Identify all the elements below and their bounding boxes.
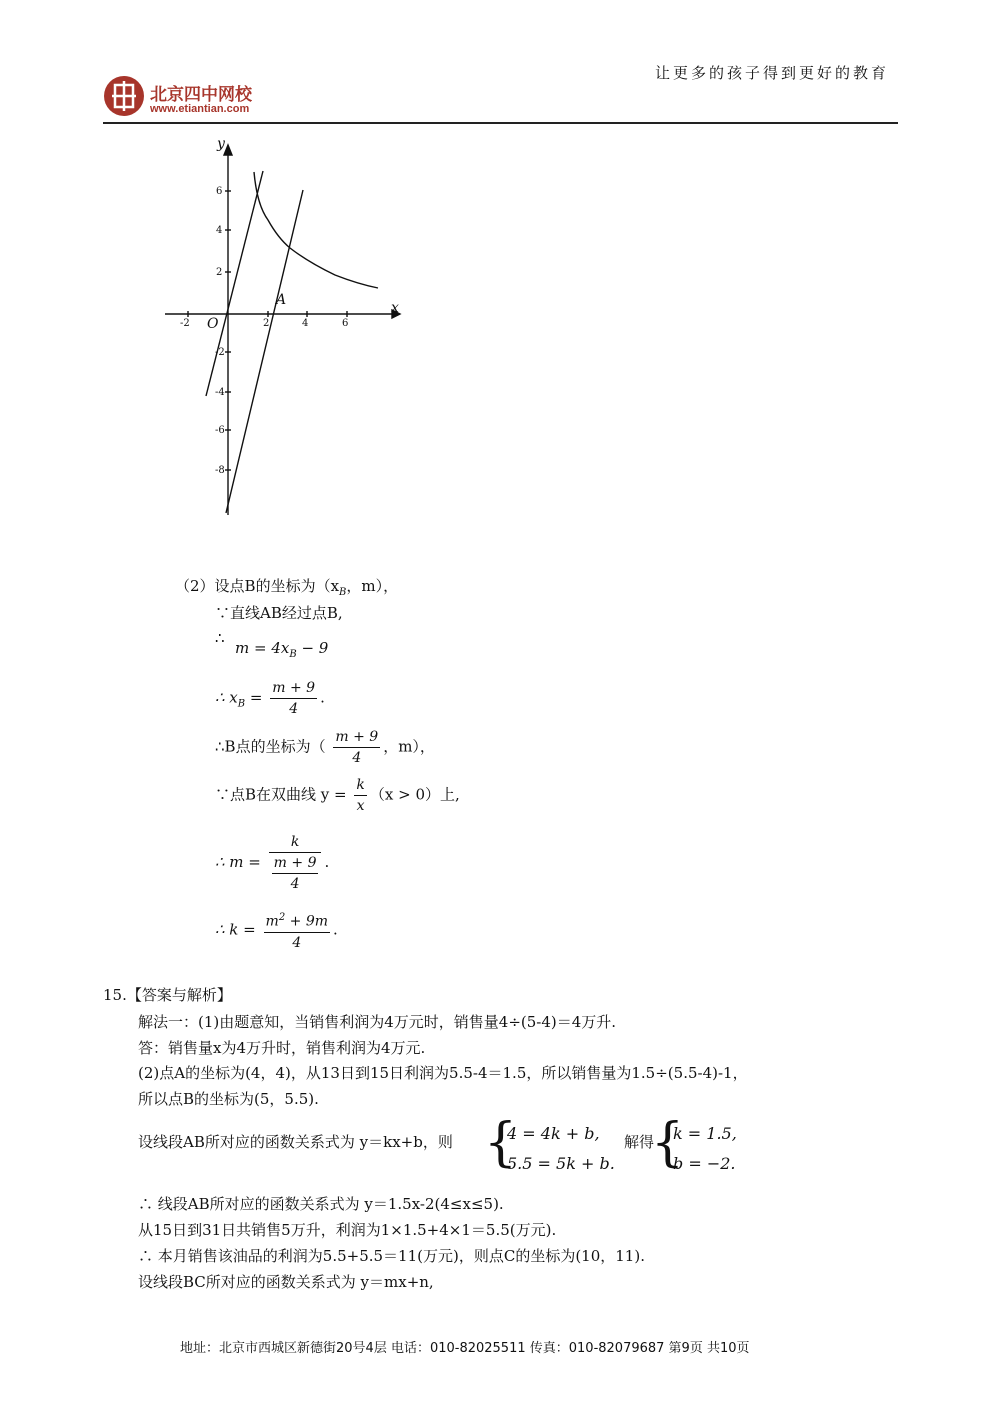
part2-line-2: ∵直线AB经过点B,	[215, 604, 343, 622]
q15-line-7: 从15日到31日共销售5万升，利润为1×1.5+4×1＝5.5(万元).	[138, 1221, 557, 1239]
left-brace-icon: {	[484, 1113, 518, 1173]
system2-eq2: b = −2.	[673, 1154, 736, 1173]
logo-text: 北京四中网校	[150, 85, 252, 105]
q15-line-9: 设线段BC所对应的函数关系式为 y＝mx+n,	[138, 1273, 434, 1291]
q15-line-6: ∴ 线段AB所对应的函数关系式为 y＝1.5x-2(4≤x≤5).	[138, 1195, 504, 1213]
part2-line-3: ∴	[215, 629, 225, 647]
page-footer: 地址：北京市西城区新德街20号4层 电话：010-82025511 传真：010-82079687 第9页 共10页	[180, 1341, 750, 1356]
q15-title: 15.【答案与解析】	[103, 986, 232, 1004]
line-y-4x	[206, 171, 263, 396]
q15-line-2: 答：销售量x为4万升时，销售利润为4万元.	[138, 1039, 426, 1057]
part2-line-8: ∴ k = $\frac{m^2 + 9m}{4}$ .	[215, 908, 338, 953]
q15-line-3: (2)点A的坐标为(4，4)，从13日到15日利润为5.5-4＝1.5，所以销售量为1.5÷(5.5-4)-1，	[138, 1064, 748, 1082]
y-tick-label: -4	[215, 387, 225, 398]
part2-line-7: ∴ m = $\frac{k}{\frac{m + 9}{4}}$ .	[215, 834, 330, 892]
y-axis-label: y	[217, 136, 225, 152]
q15-line-5: 设线段AB所对应的函数关系式为 y＝kx+b，则	[138, 1133, 453, 1151]
y-tick-label: -8	[215, 465, 225, 476]
header-slogan: 让更多的孩子得到更好的教育	[655, 64, 890, 82]
hyperbola-curve	[254, 172, 378, 288]
y-tick-label: -6	[215, 425, 225, 436]
x-tick-label: 4	[302, 318, 309, 329]
equation-m: $m = 4x_B - 9$	[235, 639, 329, 660]
q15-line-4: 所以点B的坐标为(5，5.5).	[138, 1090, 319, 1108]
part2-line-1: （2）设点B的坐标为（$x_B$，m），	[175, 577, 399, 598]
system1-eq2: 5.5 = 5k + b.	[507, 1154, 615, 1173]
line-ab	[226, 190, 303, 513]
system1-eq1: 4 = 4k + b,	[507, 1124, 600, 1143]
x-tick-label: 2	[263, 318, 270, 329]
y-tick-label: 2	[216, 267, 223, 278]
part2-line-4: ∴ $x_B$ = $\frac{m + 9}{4}$ .	[215, 680, 325, 717]
y-tick-label: 4	[216, 225, 223, 236]
q15-line-8: ∴ 本月销售该油品的利润为5.5+5.5＝11(万元)，则点C的坐标为(10，11).	[138, 1247, 645, 1265]
origin-label: O	[207, 316, 219, 332]
part2-line-6: ∵点B在双曲线 y = $\frac{k}{x}$ （x > 0）上,	[215, 777, 460, 814]
y-tick-label: -2	[215, 347, 225, 358]
x-tick-label: 6	[342, 318, 349, 329]
q15-line-1: 解法一：(1)由题意知，当销售利润为4万元时，销售量4÷(5-4)＝4万升.	[138, 1013, 617, 1031]
left-brace-icon: {	[651, 1113, 685, 1173]
part2-line-5: ∴B点的坐标为（ $\frac{m + 9}{4}$ ，m），	[215, 729, 435, 766]
logo-url: www.etiantian.com	[150, 103, 250, 115]
logo-emblem-icon	[104, 76, 144, 116]
solve-label: 解得	[624, 1133, 655, 1151]
y-axis-arrow-icon	[224, 145, 232, 155]
header-divider	[103, 122, 898, 124]
point-a-label: A	[276, 292, 287, 308]
y-tick-label: 6	[216, 186, 223, 197]
function-graph	[160, 130, 420, 520]
x-tick-label: -2	[180, 318, 190, 329]
x-axis-label: x	[391, 300, 399, 316]
system2-eq1: k = 1.5,	[673, 1124, 737, 1143]
